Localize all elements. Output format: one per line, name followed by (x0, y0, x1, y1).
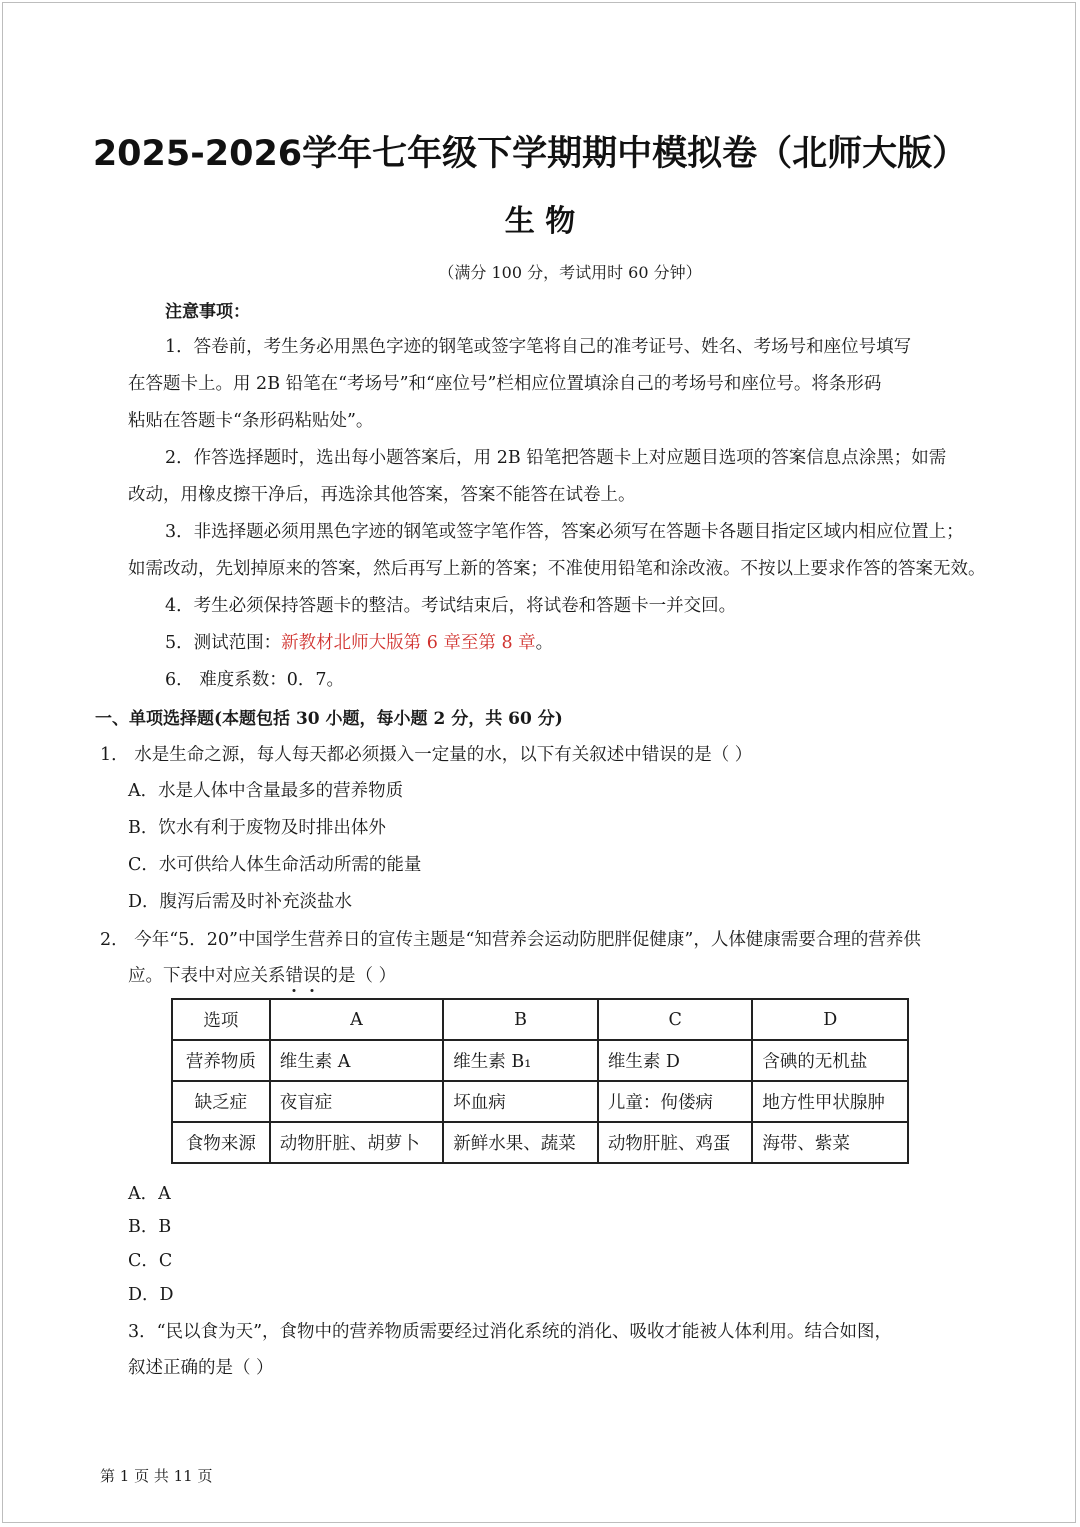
question-2-stem-c: 的是（ ） (320, 966, 397, 986)
table-cell: 动物肝脏、鸡蛋 (598, 1122, 753, 1163)
note-3-line-2: 如需改动，先划掉原来的答案，然后再写上新的答案；不准使用铅笔和涂改液。不按以上要求作答的答案无效。 (128, 559, 986, 579)
table-cell: 新鲜水果、蔬菜 (443, 1122, 598, 1163)
emphasis-word (286, 966, 321, 986)
table-row (172, 1040, 908, 1081)
question-2-stem-line-1: 2． 今年“5．20”中国学生营养日的宣传主题是“知营养会运动防肥胖促健康”，人体健康需要合理的营养供 (100, 930, 921, 950)
question-3-stem-line-2: 叙述正确的是（ ） (128, 1358, 274, 1378)
question-2-option-c: C．C (128, 1251, 173, 1271)
note-2-line-1: 2．作答选择题时，选出每小题答案后，用 2B 铅笔把答题卡上对应题目选项的答案信息点涂黑；如需 (165, 448, 947, 468)
table-cell: 缺乏症 (172, 1081, 270, 1122)
table-header-cell: 选项 (172, 999, 270, 1040)
table-cell: 海带、紫菜 (752, 1122, 908, 1163)
question-2-option-a: A．A (128, 1184, 171, 1204)
note-2-line-2: 改动，用橡皮擦干净后，再选涂其他答案，答案不能答在试卷上。 (128, 485, 636, 505)
table-header-row (172, 999, 908, 1040)
table-cell: 含碘的无机盐 (752, 1040, 908, 1081)
subject-title: 生 物 (504, 204, 576, 239)
question-2-option-d: D．D (128, 1285, 174, 1305)
question-1-option-c: C．水可供给人体生命活动所需的能量 (128, 855, 422, 875)
table-cell: 儿童：佝偻病 (598, 1081, 753, 1122)
note-6: 6． 难度系数：0．7。 (165, 670, 344, 690)
note-5-suffix: 。 (535, 633, 554, 653)
table-cell: 维生素 D (598, 1040, 753, 1081)
section-1-heading: 一、单项选择题(本题包括 30 小题，每小题 2 分，共 60 分) (95, 709, 563, 729)
question-1-stem: 1． 水是生命之源，每人每天都必须摄入一定量的水，以下有关叙述中错误的是（ ） (100, 745, 753, 765)
score-info: （满分 100 分，考试用时 60 分钟） (438, 263, 702, 282)
note-4: 4．考生必须保持答题卡的整洁。考试结束后，将试卷和答题卡一并交回。 (165, 596, 737, 616)
table-cell: 维生素 B₁ (443, 1040, 598, 1081)
question-2-stem-line-2 (128, 962, 396, 987)
table-header-cell: C (598, 999, 753, 1040)
table-cell: 坏血病 (443, 1081, 598, 1122)
note-3-line-1: 3．非选择题必须用黑色字迹的钢笔或签字笔作答，答案必须写在答题卡各题目指定区域内相应位置上； (165, 522, 964, 542)
emphasis-char-1: 错 (285, 966, 303, 986)
nutrition-table (171, 998, 909, 1164)
table-cell: 营养物质 (172, 1040, 270, 1081)
table-header-cell: B (443, 999, 598, 1040)
table-header-cell: A (270, 999, 444, 1040)
note-1-line-1: 1．答卷前，考生务必用黑色字迹的钢笔或签字笔将自己的准考证号、姓名、考场号和座位号填写 (165, 337, 912, 357)
note-5 (165, 629, 553, 654)
emphasis-char-2: 误 (303, 966, 321, 986)
test-range: 新教材北师大版第 6 章至第 8 章 (281, 633, 536, 653)
table-cell: 夜盲症 (270, 1081, 444, 1122)
question-1-option-b: B．饮水有利于废物及时排出体外 (128, 818, 386, 838)
table-cell: 动物肝脏、胡萝卜 (270, 1122, 444, 1163)
table-header-cell: D (752, 999, 908, 1040)
table-cell: 地方性甲状腺肿 (752, 1081, 908, 1122)
question-1-option-a: A．水是人体中含量最多的营养物质 (128, 781, 404, 801)
question-2-stem-a: 应。下表中对应关系 (128, 966, 286, 986)
notes-heading: 注意事项： (165, 302, 250, 322)
exam-title: 2025-2026学年七年级下学期期中模拟卷（北师大版） (92, 134, 968, 174)
question-1-option-d: D．腹泻后需及时补充淡盐水 (128, 892, 353, 912)
note-1-line-3: 粘贴在答题卡“条形码粘贴处”。 (128, 411, 374, 431)
note-5-prefix: 5．测试范围： (165, 633, 282, 653)
note-1-line-2: 在答题卡上。用 2B 铅笔在“考场号”和“座位号”栏相应位置填涂自己的考场号和座位号。将条形码 (128, 374, 882, 394)
question-3-stem-line-1: 3．“民以食为天”，食物中的营养物质需要经过消化系统的消化、吸收才能被人体利用。结合如图， (128, 1322, 893, 1342)
table-cell: 维生素 A (270, 1040, 444, 1081)
table-row (172, 1081, 908, 1122)
table-row (172, 1122, 908, 1163)
page-footer: 第 1 页 共 11 页 (100, 1467, 213, 1485)
table-cell: 食物来源 (172, 1122, 270, 1163)
question-2-option-b: B．B (128, 1217, 172, 1237)
